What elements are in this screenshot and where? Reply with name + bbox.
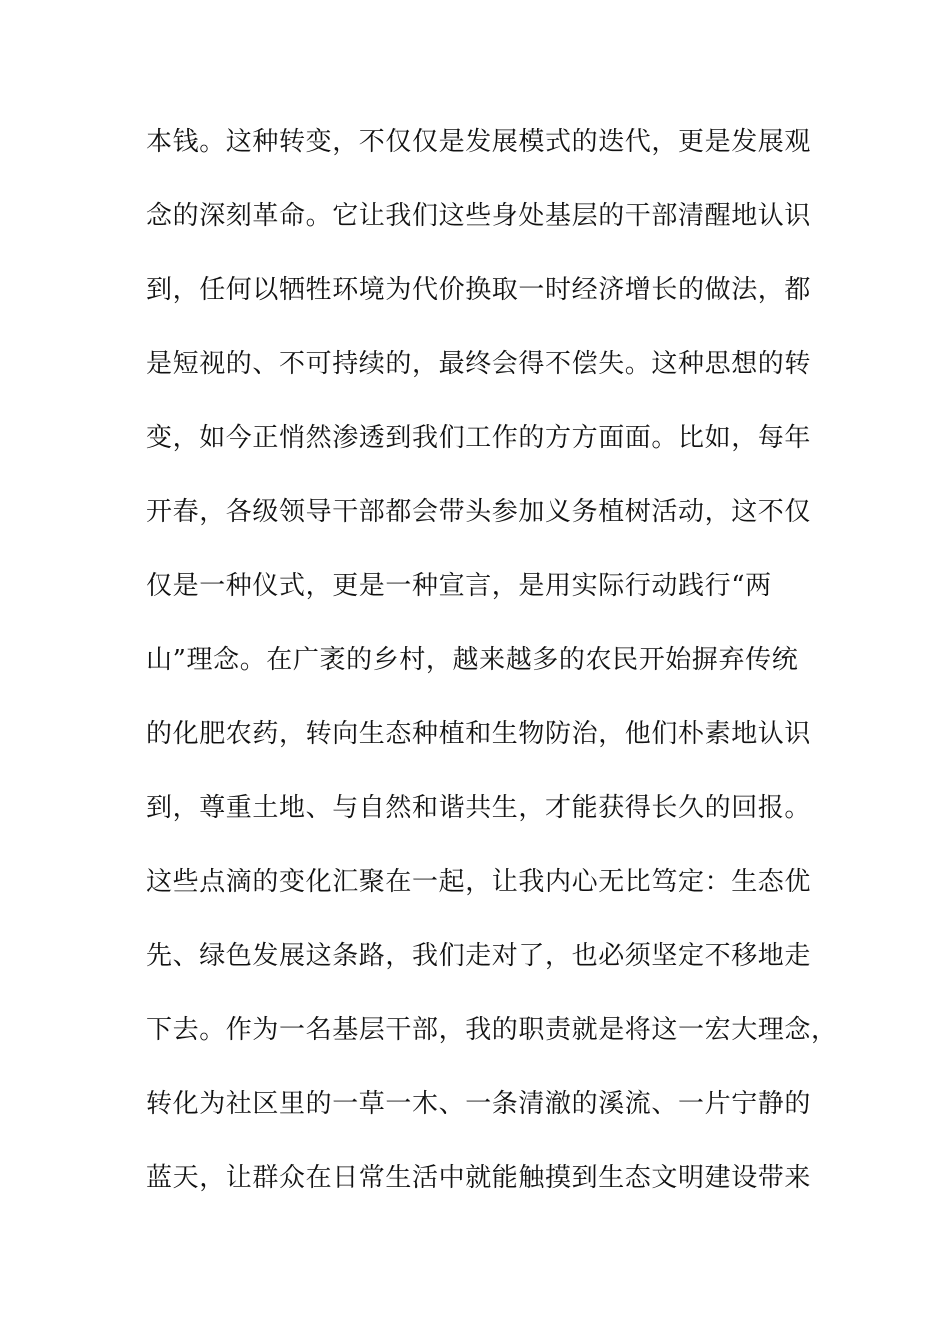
text-line: 的化肥农药，转向生态种植和生物防治，他们朴素地认识: [146, 719, 812, 749]
text-line: 山”理念。在广袤的乡村，越来越多的农民开始摒弃传统: [146, 645, 799, 675]
text-line: 到，任何以牺牲环境为代价换取一时经济增长的做法，都: [146, 275, 812, 305]
text-line: 念的深刻革命。它让我们这些身处基层的干部清醒地认识: [146, 201, 812, 231]
text-line: 蓝天，让群众在日常生活中就能触摸到生态文明建设带来: [146, 1163, 812, 1193]
text-line: 转化为社区里的一草一木、一条清澈的溪流、一片宁静的: [146, 1089, 812, 1119]
text-line: 先、绿色发展这条路，我们走对了，也必须坚定不移地走: [146, 941, 812, 971]
text-line: 变，如今正悄然渗透到我们工作的方方面面。比如，每年: [146, 423, 812, 453]
body-text: [146, 120, 838, 1230]
text-line: 本钱。这种转变，不仅仅是发展模式的迭代，更是发展观: [146, 127, 812, 157]
text-line: 是短视的、不可持续的，最终会得不偿失。这种思想的转: [146, 349, 812, 379]
text-line: 这些点滴的变化汇聚在一起，让我内心无比笃定：生态优: [146, 867, 812, 897]
text-line: 下去。作为一名基层干部，我的职责就是将这一宏大理念，: [146, 1015, 838, 1045]
text-line: 开春，各级领导干部都会带头参加义务植树活动，这不仅: [146, 497, 812, 527]
text-line: 仅是一种仪式，更是一种宣言，是用实际行动践行“两: [146, 571, 772, 601]
text-line: 到，尊重土地、与自然和谐共生，才能获得长久的回报。: [146, 793, 812, 823]
